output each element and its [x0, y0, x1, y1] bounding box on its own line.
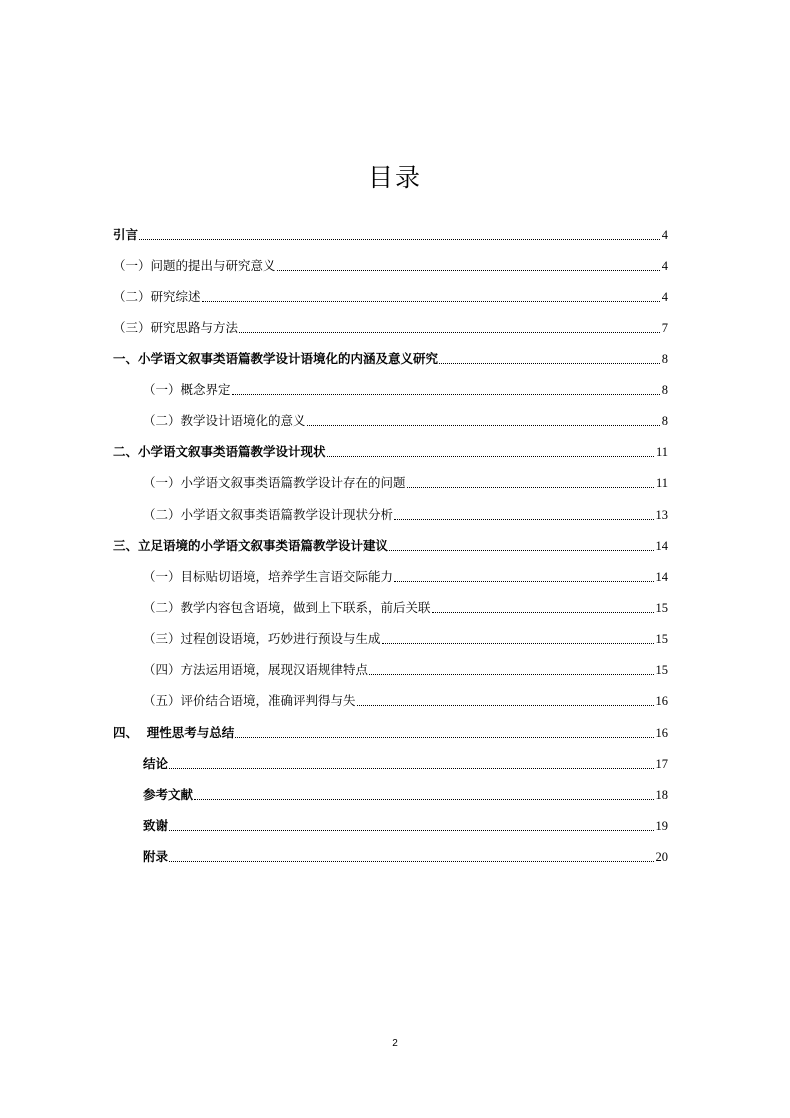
- dot-leader: [169, 861, 653, 862]
- dot-leader: [357, 705, 654, 706]
- toc-entry-label: 三、立足语境的小学语文叙事类语篇教学设计建议: [113, 538, 389, 553]
- toc-entry-page: 7: [661, 321, 668, 335]
- toc-entry-page: 15: [655, 663, 668, 677]
- toc-entry[interactable]: [113, 349, 668, 369]
- toc-entry-label: 四、 理性思考与总结: [113, 725, 235, 740]
- dot-leader: [439, 363, 660, 364]
- toc-entry-page: 11: [655, 445, 668, 459]
- dot-leader: [432, 612, 654, 613]
- toc-entry-page: 15: [655, 601, 668, 615]
- dot-leader: [394, 519, 653, 520]
- dot-leader: [389, 550, 653, 551]
- toc-entry[interactable]: [143, 785, 668, 805]
- toc-entry[interactable]: [143, 411, 668, 431]
- dot-leader: [239, 332, 660, 333]
- dot-leader: [277, 270, 660, 271]
- toc-entry-page: 18: [655, 788, 668, 802]
- toc-entry-page: 17: [655, 757, 668, 771]
- toc-entry-label: （一）概念界定: [143, 382, 231, 397]
- dot-leader: [202, 301, 660, 302]
- toc-entry[interactable]: [143, 473, 668, 493]
- toc-entry-label: （三）过程创设语境，巧妙进行预设与生成: [143, 631, 381, 646]
- toc-entry-page: 19: [655, 819, 668, 833]
- dot-leader: [327, 456, 654, 457]
- toc-entry-label: （一）目标贴切语境，培养学生言语交际能力: [143, 569, 394, 584]
- toc-entry-label: （二）研究综述: [113, 289, 201, 304]
- toc-entry[interactable]: [143, 629, 668, 649]
- toc-entry-page: 4: [661, 259, 668, 273]
- toc-entry-label: 一、小学语文叙事类语篇教学设计语境化的内涵及意义研究: [113, 351, 439, 366]
- toc-entry[interactable]: [143, 380, 668, 400]
- dot-leader: [169, 830, 653, 831]
- dot-leader: [394, 581, 653, 582]
- toc-entry-label: （一）问题的提出与研究意义: [113, 258, 276, 273]
- toc-entry[interactable]: [113, 442, 668, 462]
- toc-entry-label: 引言: [113, 227, 139, 242]
- toc-entry-page: 11: [655, 476, 668, 490]
- toc-entry[interactable]: [143, 505, 668, 525]
- toc-entry-label: （四）方法运用语境，展现汉语规律特点: [143, 662, 369, 677]
- toc-entry-page: 16: [655, 694, 668, 708]
- toc-entry-label: （五）评价结合语境，准确评判得与失: [143, 693, 356, 708]
- toc-title: 目录: [367, 163, 422, 192]
- toc-entry[interactable]: [113, 318, 668, 338]
- toc-entry-page: 15: [655, 632, 668, 646]
- dot-leader: [382, 643, 654, 644]
- toc-entry[interactable]: [143, 847, 668, 867]
- toc-entry-label: （一）小学语文叙事类语篇教学设计存在的问题: [143, 475, 406, 490]
- toc-entry[interactable]: [113, 225, 668, 245]
- toc-entry-page: 14: [655, 570, 668, 584]
- dot-leader: [169, 768, 653, 769]
- dot-leader: [194, 799, 653, 800]
- toc-entry-label: 附录: [143, 849, 169, 864]
- toc-entry[interactable]: [143, 660, 668, 680]
- dot-leader: [369, 674, 653, 675]
- toc-entry-label: （二）教学设计语境化的意义: [143, 413, 306, 428]
- toc-entry[interactable]: [113, 287, 668, 307]
- dot-leader: [407, 487, 654, 488]
- toc-entry-page: 8: [661, 414, 668, 428]
- toc-entry-label: 二、小学语文叙事类语篇教学设计现状: [113, 444, 326, 459]
- toc-entry[interactable]: [143, 816, 668, 836]
- toc-entry-label: 致谢: [143, 818, 169, 833]
- page-number: 2: [392, 1038, 398, 1049]
- toc-entry[interactable]: [143, 691, 668, 711]
- dot-leader: [232, 394, 660, 395]
- toc-entry[interactable]: [113, 536, 668, 556]
- toc-entry-label: （二）小学语文叙事类语篇教学设计现状分析: [143, 507, 394, 522]
- toc-entry-page: 13: [655, 508, 668, 522]
- toc-entry-page: 20: [655, 850, 668, 864]
- toc-entry-label: 结论: [143, 756, 169, 771]
- toc-entry[interactable]: [143, 598, 668, 618]
- dot-leader: [235, 737, 653, 738]
- toc-entry[interactable]: [113, 723, 668, 743]
- toc-entry-label: 参考文献: [143, 787, 194, 802]
- toc-entry-page: 8: [661, 352, 668, 366]
- toc-entry-label: （二）教学内容包含语境，做到上下联系，前后关联: [143, 600, 431, 615]
- toc-entry-page: 4: [661, 228, 668, 242]
- toc-entry-page: 8: [661, 383, 668, 397]
- dot-leader: [139, 239, 660, 240]
- toc-entry-page: 16: [655, 726, 668, 740]
- dot-leader: [307, 425, 660, 426]
- toc-entry-label: （三）研究思路与方法: [113, 320, 239, 335]
- toc-entry-page: 14: [655, 539, 668, 553]
- toc-entry-page: 4: [661, 290, 668, 304]
- toc-entry[interactable]: [143, 754, 668, 774]
- toc-entry[interactable]: [113, 256, 668, 276]
- toc-entry[interactable]: [143, 567, 668, 587]
